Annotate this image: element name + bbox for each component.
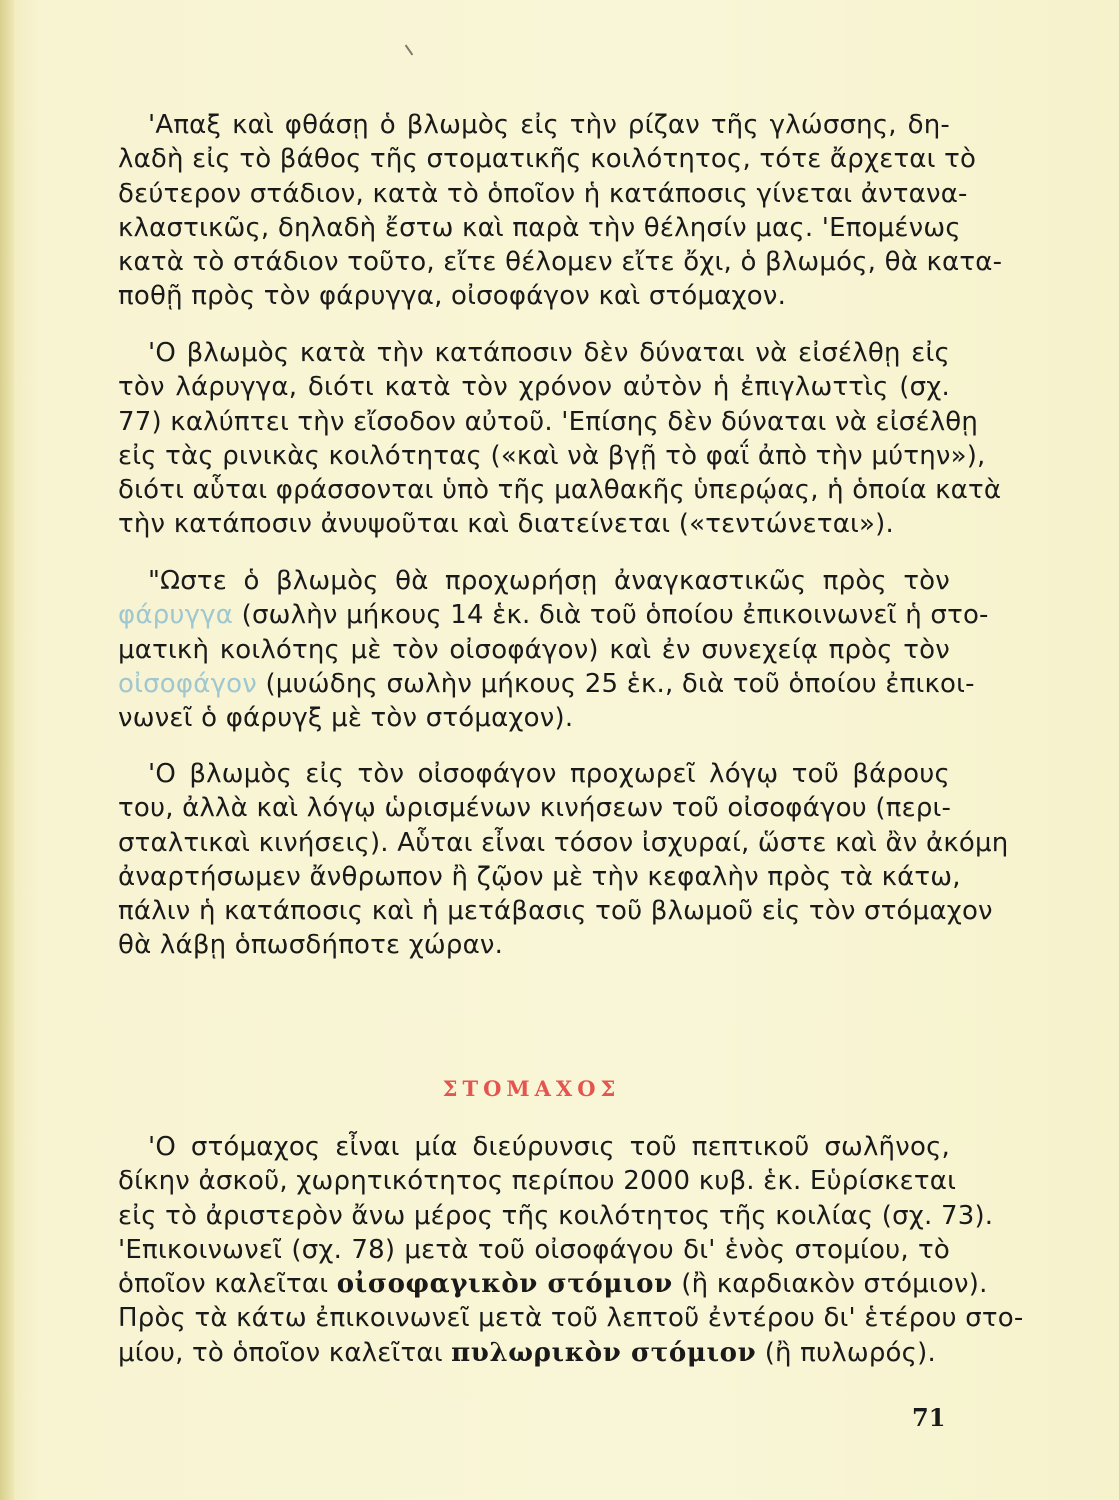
text-line: διότι αὗται φράσσονται ὑπὸ τῆς μαλθακῆς ὑπερῴας, ἡ ὁποία κατὰ — [118, 475, 1002, 506]
text-line: σταλτικαὶ κινήσεις). Αὗται εἶναι τόσον ἰσχυραί, ὥστε καὶ ἂν ἀκόμη — [118, 827, 1009, 858]
text-line: του, ἀλλὰ καὶ λόγῳ ὡρισμένων κινήσεων τοῦ οἰσοφάγου (περι- — [118, 793, 952, 824]
text-line — [118, 1267, 988, 1301]
text-line: "Ωστε ὁ βλωμὸς θὰ προχωρήσῃ ἀναγκαστικῶς πρὸς τὸν — [148, 566, 950, 596]
text-line: 'Επικοινωνεῖ (σχ. 78) μετὰ τοῦ οἰσοφάγου δι' ἑνὸς στομίου, τὸ — [118, 1234, 950, 1265]
paragraph-larynx-protection — [118, 336, 1002, 542]
paragraph-stomach — [118, 1130, 1024, 1370]
text-line: κλαστικῶς, δηλαδὴ ἔστω καὶ παρὰ τὴν θέλησίν μας. 'Επομένως — [118, 212, 961, 243]
text-fragment: (ἢ καρδιακὸν στόμιον). — [672, 1269, 988, 1300]
text-line: τὴν κατάποσιν ἀνυψοῦται καὶ διατείνεται («τεντώνεται»). — [118, 509, 894, 540]
text-line: 'Ο στόμαχος εἶναι μία διεύρυνσις τοῦ πεπτικοῦ σωλῆνος, — [148, 1132, 950, 1162]
text-line: 77) καλύπτει τὴν εἴσοδον αὐτοῦ. 'Επίσης δὲν δύναται νὰ εἰσέλθῃ — [118, 406, 979, 437]
text-line: ἀναρτήσωμεν ἄνθρωπον ἢ ζῷον μὲ τὴν κεφαλὴν πρὸς τὰ κάτω, — [118, 861, 961, 892]
text-line: νωνεῖ ὁ φάρυγξ μὲ τὸν στόμαχον). — [118, 703, 574, 734]
text-fragment: μίου, τὸ ὁποῖον καλεῖται — [118, 1337, 452, 1368]
text-line: εἰς τὰς ρινικὰς κοιλότητας («καὶ νὰ βγῇ τὸ φαΐ ἀπὸ τὴν μύτην»), — [118, 440, 986, 471]
text-fragment: ὁποῖον καλεῖται — [118, 1269, 337, 1300]
text-line — [118, 667, 975, 701]
text-line: κατὰ τὸ στάδιον τοῦτο, εἴτε θέλομεν εἴτε ὄχι, ὁ βλωμός, θὰ κατα- — [118, 247, 1003, 278]
margin-label-esophagus: οἰσοφάγον — [118, 668, 257, 699]
text-line: εἰς τὸ ἀριστερὸν ἄνω μέρος τῆς κοιλότητος τῆς κοιλίας (σχ. 73). — [118, 1200, 994, 1231]
bold-term-pyloric-orifice: πυλωρικὸν στόμιον — [451, 1337, 757, 1368]
text-line: 'Απαξ καὶ φθάσῃ ὁ βλωμὸς εἰς τὴν ρίζαν τῆς γλώσσης, δη- — [148, 110, 950, 140]
text-line: 'Ο βλωμὸς κατὰ τὴν κατάποσιν δὲν δύναται νὰ εἰσέλθῃ εἰς — [148, 338, 950, 368]
text-line: δίκην ἀσκοῦ, χωρητικότητος περίπου 2000 κυβ. ἑκ. Εὑρίσκεται — [118, 1166, 957, 1197]
page-gutter — [0, 0, 14, 1500]
text-line: τὸν λάρυγγα, διότι κατὰ τὸν χρόνον αὐτὸν ἡ ἐπιγλωττὶς (σχ. — [118, 372, 950, 403]
page-number: 71 — [912, 1403, 946, 1432]
text-line: λαδὴ εἰς τὸ βάθος τῆς στοματικῆς κοιλότητος, τότε ἄρχεται τὸ — [118, 144, 977, 175]
text-line: ματικὴ κοιλότης μὲ τὸν οἰσοφάγον) καὶ ἐν συνεχείᾳ πρὸς τὸν — [118, 634, 950, 665]
text-fragment: (ἢ πυλωρός). — [756, 1337, 936, 1368]
text-line: θὰ λάβῃ ὁπωσδήποτε χώραν. — [118, 930, 504, 961]
text-line: δεύτερον στάδιον, κατὰ τὸ ὁποῖον ἡ κατάποσις γίνεται ἀντανα- — [118, 178, 968, 209]
bold-term-esophageal-orifice: οἰσοφαγικὸν στόμιον — [336, 1269, 673, 1300]
section-heading: ΣΤΟΜΑΧΟΣ — [442, 1076, 621, 1101]
ink-mark — [405, 45, 414, 56]
paragraph-swallowing-stage-two — [118, 108, 1003, 314]
text-fragment: (μυώδης σωλὴν μήκους 25 ἑκ., διὰ τοῦ ὁποίου ἐπικοι- — [257, 668, 975, 699]
margin-label-pharynx: φάρυγγα — [118, 600, 234, 631]
text-line: 'Ο βλωμὸς εἰς τὸν οἰσοφάγον προχωρεῖ λόγῳ τοῦ βάρους — [148, 759, 950, 789]
paragraph-pharynx-esophagus — [118, 564, 989, 735]
text-line: Πρὸς τὰ κάτω ἐπικοινωνεῖ μετὰ τοῦ λεπτοῦ ἐντέρου δι' ἑτέρου στο- — [118, 1303, 1024, 1334]
paragraph-peristalsis — [118, 757, 1009, 963]
text-line: ποθῇ πρὸς τὸν φάρυγγα, οἰσοφάγον καὶ στόμαχον. — [118, 281, 787, 312]
text-line — [118, 598, 989, 632]
text-line — [118, 1336, 950, 1370]
text-fragment: (σωλὴν μήκους 14 ἑκ. διὰ τοῦ ὁποίου ἐπικοινωνεῖ ἡ στο- — [233, 600, 989, 631]
text-line: πάλιν ἡ κατάποσις καὶ ἡ μετάβασις τοῦ βλωμοῦ εἰς τὸν στόμαχον — [118, 896, 993, 927]
